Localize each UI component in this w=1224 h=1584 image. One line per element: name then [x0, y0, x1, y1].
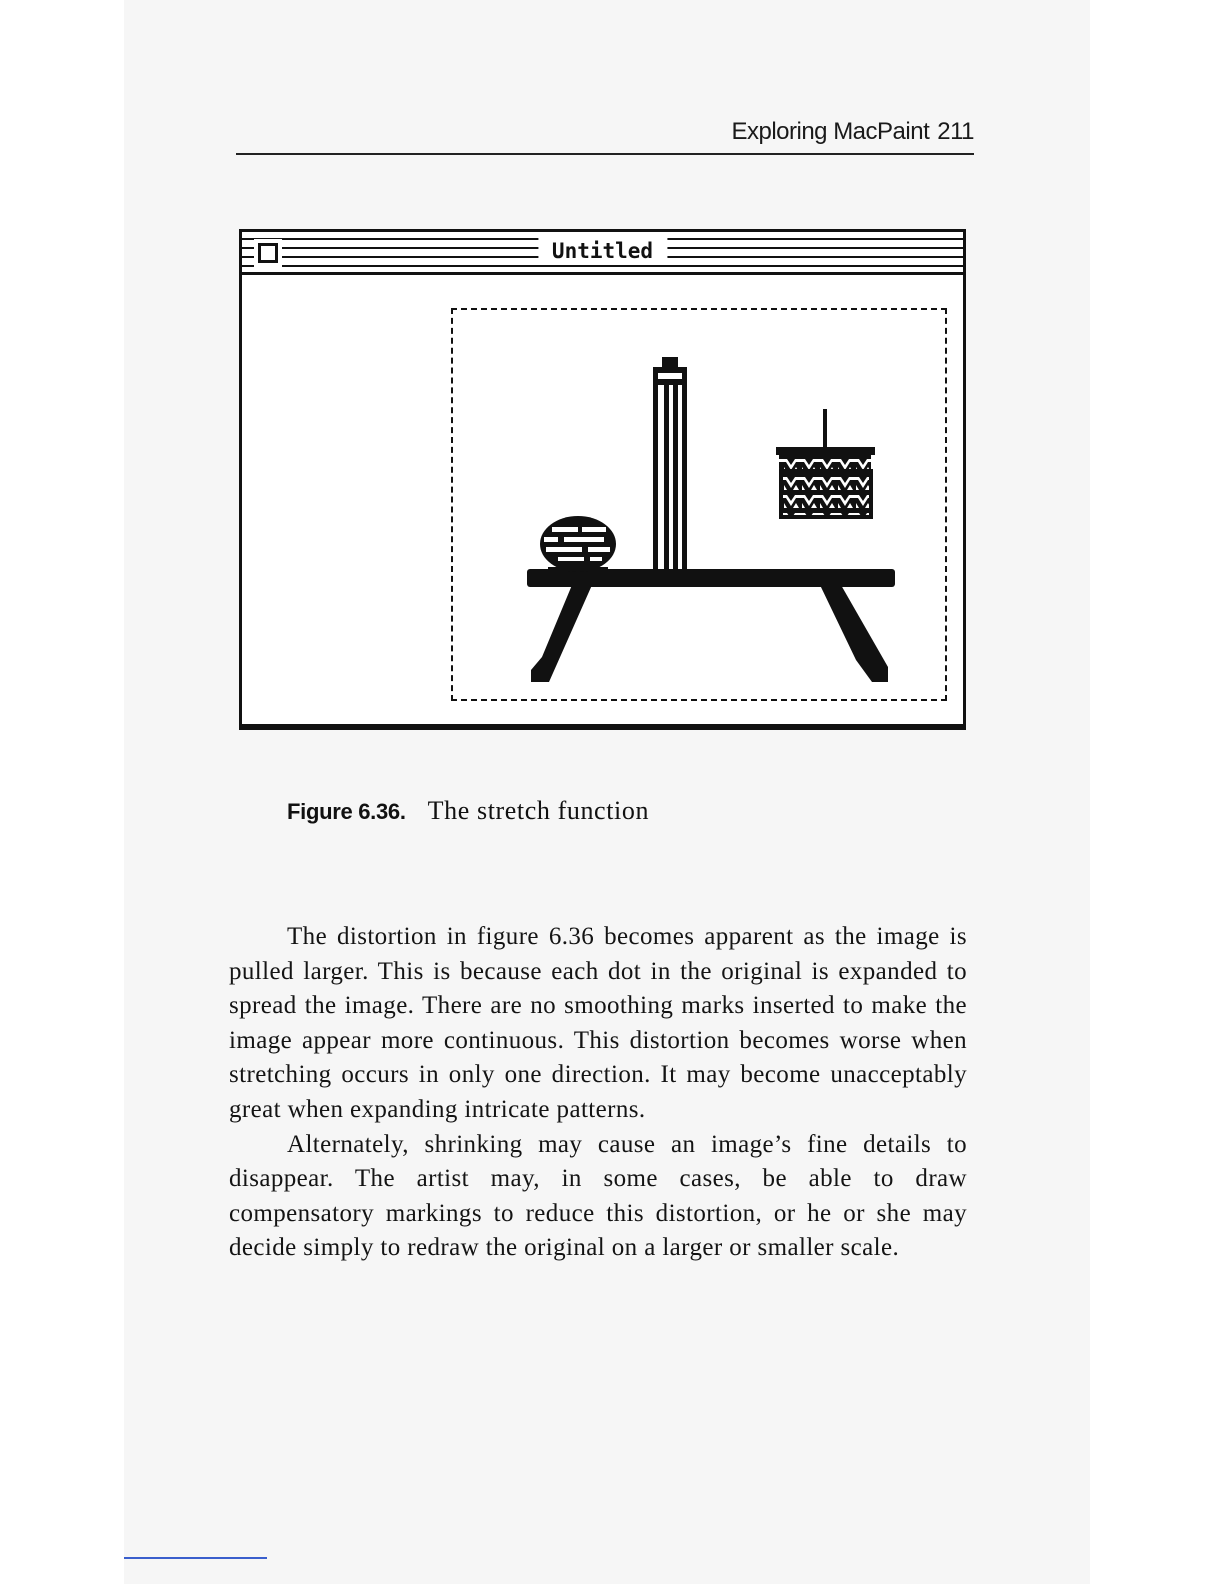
header-rule	[236, 153, 974, 155]
figure-caption	[287, 796, 649, 826]
cylinder	[653, 357, 687, 569]
window-title: Untitled	[538, 237, 667, 265]
woven-basket	[776, 409, 875, 517]
striped-ball	[540, 516, 616, 572]
window-title-bar[interactable]	[242, 232, 963, 275]
margin-mark	[124, 1557, 267, 1559]
paragraph: Alternately, shrinking may cause an image’s fine details to disappear. The artist may, in some cases, be able to draw compensatory markings to reduce this distortion, or he or she may decide simply to redraw the original on a larger or smaller scale.	[229, 1130, 967, 1262]
paragraph: The distortion in figure 6.36 becomes apparent as the image is pulled larger. This is because each dot in the original is expanded to spread the image. There are no smoothing marks inserted to make the image appear more continuous. This distortion becomes worse when stretching occurs in only one direction. It may become unacceptably great when expanding intricate patterns.	[229, 923, 967, 1123]
running-header-title: Exploring MacPaint	[731, 118, 930, 145]
page-number: 211	[937, 118, 974, 145]
table-leg-left	[531, 585, 592, 682]
figure-caption-text: The stretch function	[427, 796, 650, 825]
body-text	[229, 920, 967, 1266]
macpaint-window	[239, 229, 966, 730]
running-header	[238, 118, 974, 146]
table-leg-right	[820, 585, 888, 682]
paint-canvas[interactable]	[242, 275, 963, 724]
close-box-icon[interactable]	[258, 243, 278, 263]
figure-label: Figure 6.36.	[287, 799, 406, 824]
stretched-drawing	[242, 275, 963, 727]
